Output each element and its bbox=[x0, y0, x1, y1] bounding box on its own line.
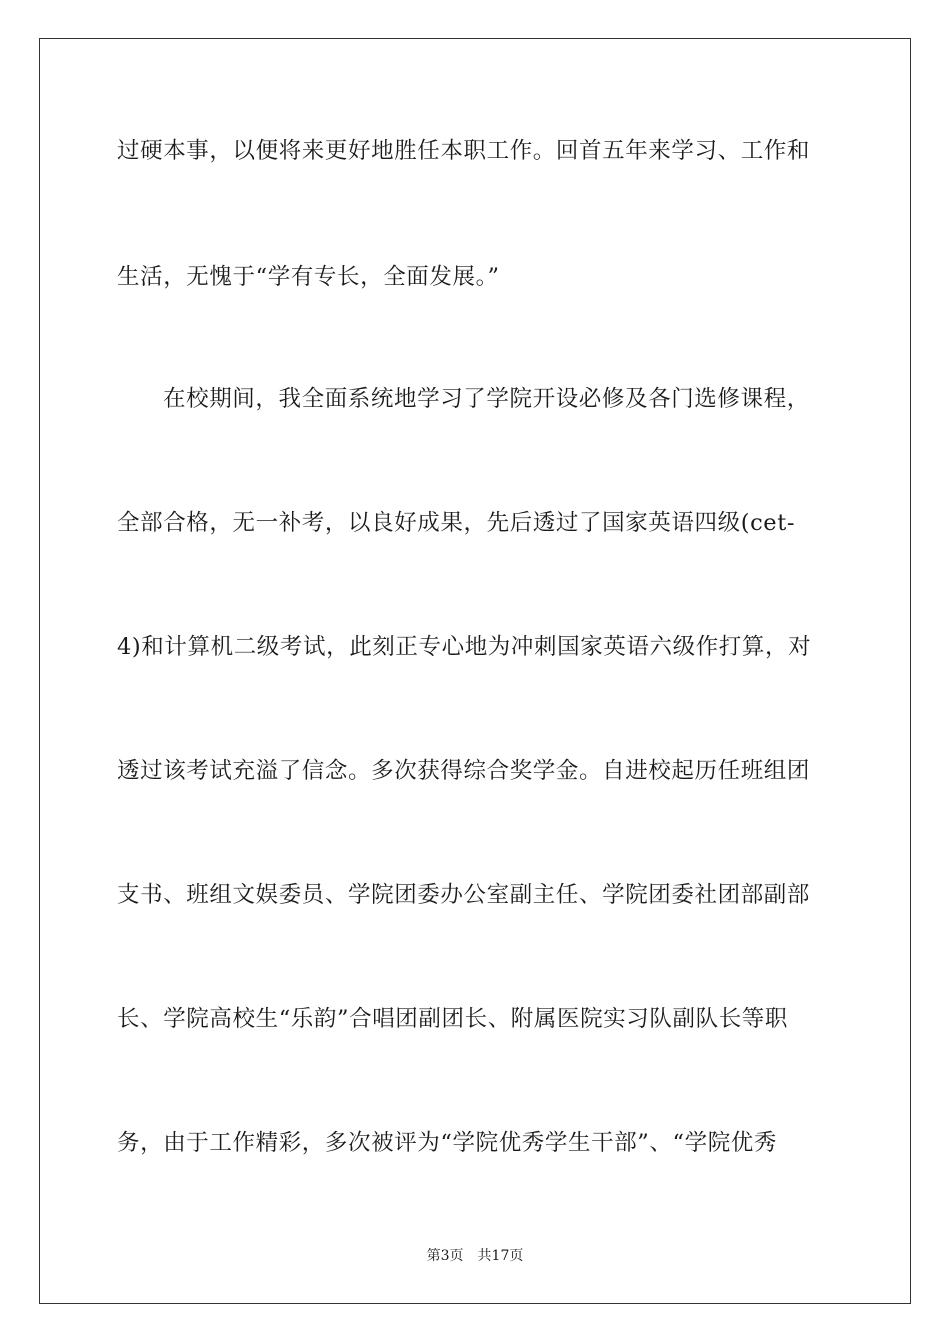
page-number-total: 共17页 bbox=[477, 1248, 524, 1264]
body-text-line: 全部合格，无一补考，以良好成果，先后透过了国家英语四级(cet- bbox=[117, 510, 796, 536]
body-text-line: 务，由于工作精彩，多次被评为“学院优秀学生干部”、“学院优秀 bbox=[117, 1130, 778, 1156]
body-text-line: 生活，无愧于“学有专长，全面发展。” bbox=[117, 264, 500, 290]
body-text-line: 长、学院高校生“乐韵”合唱团副团长、附属医院实习队副队长等职 bbox=[117, 1006, 789, 1032]
body-text-line: 4)和计算机二级考试，此刻正专心地为冲刺国家英语六级作打算，对 bbox=[117, 634, 812, 660]
body-text-line: 透过该考试充溢了信念。多次获得综合奖学金。自进校起历任班组团 bbox=[117, 758, 811, 784]
page-border bbox=[39, 38, 911, 1304]
body-text-line: 过硬本事，以便将来更好地胜任本职工作。回首五年来学习、工作和 bbox=[117, 138, 811, 164]
page-number-current: 第3页 bbox=[426, 1248, 464, 1264]
page-footer bbox=[0, 1246, 950, 1266]
body-text-line: 支书、班组文娱委员、学院团委办公室副主任、学院团委社团部副部 bbox=[117, 882, 811, 908]
paragraph-first-line: 在校期间，我全面系统地学习了学院开设必修及各门选修课程， bbox=[163, 386, 810, 412]
